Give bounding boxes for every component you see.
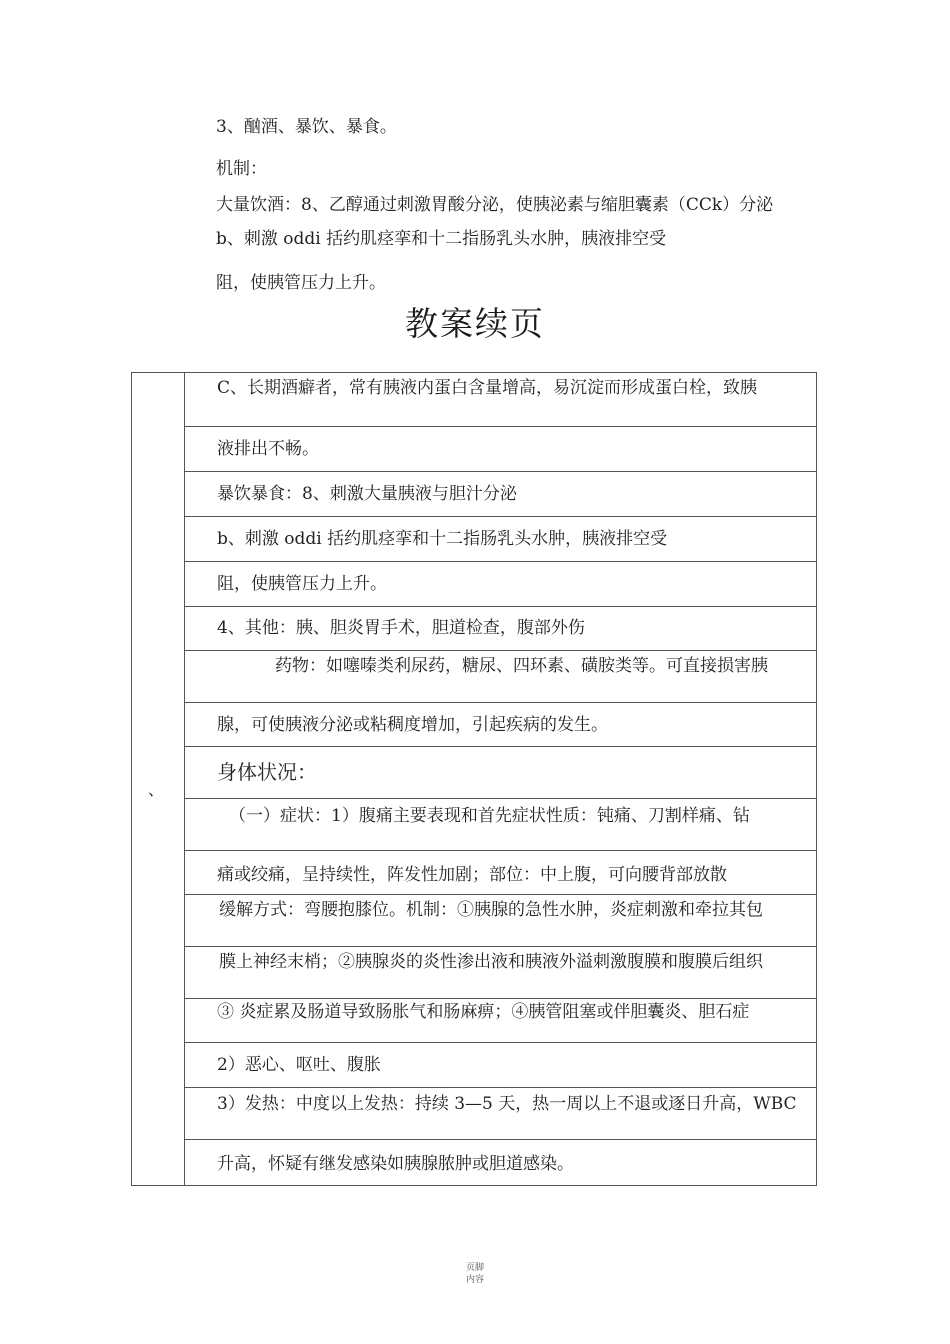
- intro-line-2: 机制：: [216, 159, 267, 179]
- row-text: 腺，可使胰液分泌或粘稠度增加，引起疾病的发生。: [217, 715, 608, 735]
- table-left-column: [132, 373, 185, 1185]
- table-row: [185, 517, 816, 562]
- footer-line-1: 页脚: [465, 1263, 484, 1273]
- row-text: C、长期酒癖者，常有胰液内蛋白含量增高，易沉淀而形成蛋白栓，致胰: [217, 378, 758, 398]
- page-footer: [0, 1262, 950, 1286]
- table-row: [185, 1140, 816, 1185]
- footer-line-2: 内容: [465, 1275, 484, 1285]
- row-text: ③ 炎症累及肠道导致肠胀气和肠麻痹；④胰管阻塞或伴胆囊炎、胆石症: [217, 1002, 750, 1022]
- table-row: [185, 562, 816, 607]
- table-row: [185, 373, 816, 427]
- table-row: [185, 895, 816, 947]
- table-row: [185, 703, 816, 747]
- row-text: 药物：如噻嗪类利尿药，糖尿、四环素、磺胺类等。可直接损害胰: [275, 656, 768, 676]
- table-row: [185, 427, 816, 472]
- table-row: [185, 799, 816, 851]
- table-row: [185, 851, 816, 895]
- table-row: [185, 472, 816, 517]
- row-text: 暴饮暴食：8、刺激大量胰液与胆汁分泌: [217, 484, 517, 504]
- row-text: 4、其他：胰、胆炎胃手术，胆道检查，腹部外伤: [217, 618, 585, 638]
- row-text: 阻，使胰管压力上升。: [217, 574, 387, 594]
- left-column-mark: 、: [148, 780, 165, 799]
- table-row: [185, 999, 816, 1043]
- intro-line-5: 阻，使胰管压力上升。: [216, 273, 386, 293]
- intro-line-1: 3、酗酒、暴饮、暴食。: [216, 117, 397, 137]
- row-text: 液排出不畅。: [217, 439, 319, 459]
- lesson-table: [131, 372, 817, 1186]
- table-row: [185, 651, 816, 703]
- intro-line-3: 大量饮酒：8、乙醇通过刺激胃酸分泌，使胰泌素与缩胆囊素（CCk）分泌: [216, 195, 774, 215]
- table-row: [185, 1088, 816, 1140]
- row-text: （一）症状：1）腹痛主要表现和首先症状性质：钝痛、刀割样痛、钻: [229, 806, 750, 826]
- row-text: 膜上神经末梢；②胰腺炎的炎性渗出液和胰液外溢刺激腹膜和腹膜后组织: [219, 952, 763, 972]
- table-row: [185, 607, 816, 651]
- table-row: [185, 747, 816, 799]
- row-text: 2）恶心、呕吐、腹胀: [217, 1055, 381, 1075]
- table-row: [185, 1043, 816, 1088]
- table-row: [185, 947, 816, 999]
- intro-line-4: b、刺激 oddi 括约肌痉挛和十二指肠乳头水肿，胰液排空受: [216, 229, 667, 249]
- row-text: 缓解方式：弯腰抱膝位。机制：①胰腺的急性水肿，炎症刺激和牵拉其包: [219, 900, 763, 920]
- row-text: b、刺激 oddi 括约肌痉挛和十二指肠乳头水肿，胰液排空受: [217, 529, 668, 549]
- page-title: 教案续页: [405, 304, 545, 343]
- row-heading: 身体状况：: [217, 760, 317, 784]
- row-text: 痛或绞痛，呈持续性，阵发性加剧；部位：中上腹，可向腰背部放散: [217, 865, 727, 885]
- row-text: 3）发热：中度以上发热：持续 3—5 天，热一周以上不退或逐日升高，WBC: [217, 1094, 797, 1114]
- row-text: 升高，怀疑有继发感染如胰腺脓肿或胆道感染。: [217, 1154, 574, 1174]
